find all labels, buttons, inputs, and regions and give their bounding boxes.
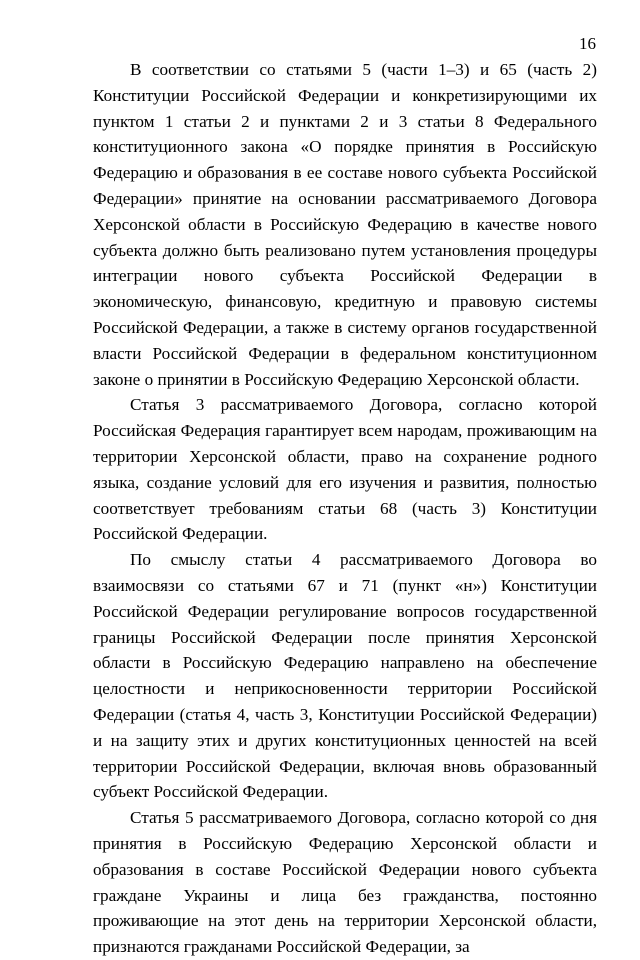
paragraph-article-5: Статья 5 рассматриваемого Договора, согласно которой со дня принятия в Российскую Федерацию Херсонской области и образования в составе Российской Федерации нового субъекта граждане Украины и лица без гражданства, постоянно проживающие на этот день на территории Херсонской области, признаются гражданами Российской Федерации, за xyxy=(93,808,597,957)
paragraph-article-4: По смыслу статьи 4 рассматриваемого Договора во взаимосвязи со статьями 67 и 71 (пункт «н») Конституции Российской Федерации регулирование вопросов государственной границы Российской Федерации после принятия Херсонской области в Российскую Федерацию направлено на обеспечение целостности и неприкосновенности территории Российской Федерации (статья 4, часть 3, Конституции Российской Федерации) и на защиту этих и других конституционных ценностей на всей территории Российской Федерации, включая вновь образованный субъект Российской Федерации. xyxy=(93,550,597,802)
paragraph-article-3: Статья 3 рассматриваемого Договора, согласно которой Российская Федерация гарантирует всем народам, проживающим на территории Херсонской области, право на сохранение родного языка, создание условий для его изучения и развития, полностью соответствует требованиям статьи 68 (часть 3) Конституции Российской Федерации. xyxy=(93,395,597,544)
document-body xyxy=(93,57,597,960)
paragraph-constitution-articles: В соответствии со статьями 5 (части 1–3) и 65 (часть 2) Конституции Российской Федерации и конкретизирующими их пунктом 1 статьи 2 и пунктами 2 и 3 статьи 8 Федерального конституционного закона «О порядке принятия в Российскую Федерацию и образования в ее составе нового субъекта Российской Федерации» принятие на основании рассматриваемого Договора Херсонской области в Российскую Федерацию в качестве нового субъекта должно быть реализовано путем установления процедуры интеграции нового субъекта Российской Федерации в экономическую, финансовую, кредитную и правовую системы Российской Федерации, а также в систему органов государственной власти Российской Федерации в федеральном конституционном законе о принятии в Российскую Федерацию Херсонской области. xyxy=(93,60,597,389)
page-number: 16 xyxy=(579,34,596,53)
